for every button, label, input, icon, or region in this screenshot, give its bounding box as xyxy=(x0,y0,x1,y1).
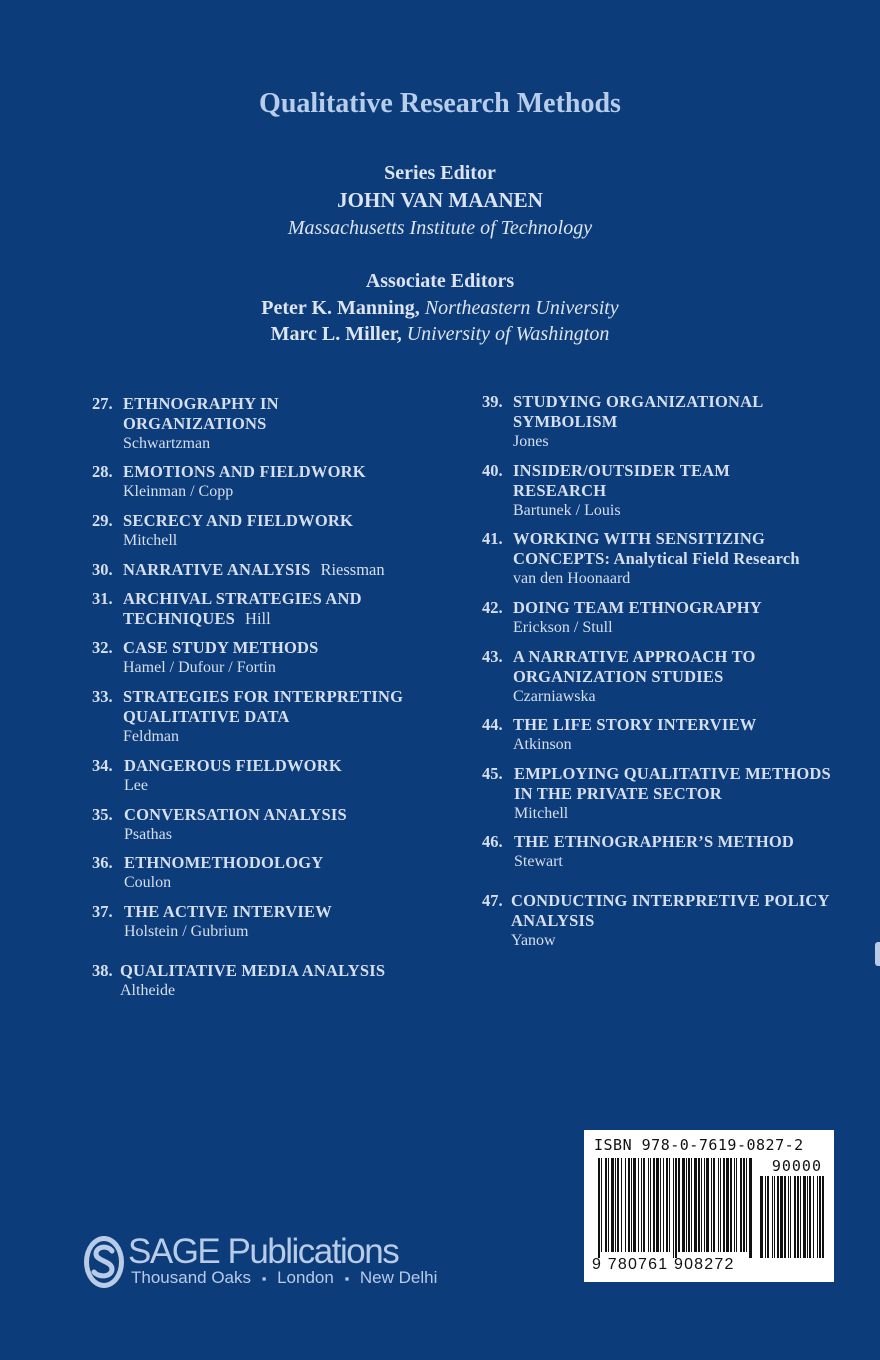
book-title-line xyxy=(513,647,756,667)
barcode-addon-bar xyxy=(813,1176,814,1258)
book-title-line xyxy=(511,911,830,931)
barcode-bar xyxy=(611,1158,614,1252)
barcode-bar xyxy=(633,1158,636,1252)
book-number: 28. xyxy=(92,462,113,481)
book-authors: Czarniawska xyxy=(513,688,596,705)
associate-editor-1 xyxy=(0,297,880,320)
series-editor-name: JOHN VAN MAANEN xyxy=(337,188,543,212)
book-title-text: QUALITATIVE MEDIA ANALYSIS xyxy=(120,961,386,980)
barcode-bar xyxy=(641,1158,642,1252)
book-title xyxy=(123,687,403,727)
book-title xyxy=(123,511,353,531)
book-title-line xyxy=(513,549,800,569)
book-title-text: INSIDER/OUTSIDER TEAM xyxy=(513,461,731,480)
publisher-city: New Delhi xyxy=(359,1268,438,1287)
book-number: 27. xyxy=(92,394,113,413)
barcode-addon-bar xyxy=(797,1176,799,1258)
book-title-line xyxy=(511,891,830,911)
book-title-text: STUDYING ORGANIZATIONAL xyxy=(513,392,764,411)
barcode-bar xyxy=(720,1158,721,1252)
barcode-addon-bar xyxy=(807,1176,808,1258)
book-authors: Coulon xyxy=(124,874,172,891)
barcode-addon-bar xyxy=(800,1176,801,1258)
book-number: 47. xyxy=(482,891,503,910)
barcode-bar xyxy=(663,1158,664,1252)
book-title-text: IN THE PRIVATE SECTOR xyxy=(514,784,722,803)
book-title-text: CONVERSATION ANALYSIS xyxy=(124,805,347,824)
book-authors: Altheide xyxy=(120,982,176,999)
book-title-line xyxy=(514,832,794,852)
barcode-bar xyxy=(706,1158,709,1252)
associate-editor-name: Peter K. Manning, xyxy=(261,297,420,319)
barcode-addon-bar xyxy=(803,1176,806,1258)
book-title-text: ETHNOGRAPHY IN xyxy=(123,394,279,413)
book-title xyxy=(513,647,756,687)
book-title-line xyxy=(123,462,366,482)
book-title-text: EMPLOYING QUALITATIVE METHODS xyxy=(514,764,831,783)
barcode-bar xyxy=(698,1158,700,1252)
barcode-bar xyxy=(601,1158,602,1252)
book-title-line xyxy=(513,481,730,501)
barcode-bar xyxy=(673,1158,674,1258)
book-title-line xyxy=(513,598,762,618)
barcode-addon-bar xyxy=(819,1176,821,1258)
book-title-text: DOING TEAM ETHNOGRAPHY xyxy=(513,598,762,617)
barcode-bar xyxy=(669,1158,670,1252)
barcode-bar xyxy=(648,1158,649,1252)
book-title xyxy=(124,902,332,922)
book-number: 46. xyxy=(482,832,503,851)
book-title-text: ETHNOMETHODOLOGY xyxy=(124,853,324,872)
book-title xyxy=(124,853,323,873)
book-authors: Hamel / Dufour / Fortin xyxy=(123,659,276,676)
publisher-city: London xyxy=(277,1268,334,1287)
barcode-bar xyxy=(718,1158,719,1252)
book-title-line xyxy=(123,589,362,609)
barcode-bar xyxy=(749,1158,752,1258)
barcode-bar xyxy=(621,1158,622,1252)
barcode-bar xyxy=(704,1158,705,1252)
book-title-text: CONDUCTING INTERPRETIVE POLICY xyxy=(511,891,830,910)
book-title-text: SECRECY AND FIELDWORK xyxy=(123,511,354,530)
book-number: 31. xyxy=(92,589,113,608)
barcode-bar xyxy=(726,1158,729,1252)
book-number: 42. xyxy=(482,598,503,617)
barcode-bar xyxy=(650,1158,651,1252)
barcode-addon-bar xyxy=(784,1176,786,1258)
book-number: 44. xyxy=(482,715,503,734)
barcode-bar xyxy=(625,1158,626,1252)
book-number: 33. xyxy=(92,687,113,706)
book-title-text: CONCEPTS: Analytical Field Research xyxy=(513,549,800,568)
book-number: 43. xyxy=(482,647,503,666)
barcode-bar xyxy=(701,1158,702,1252)
book-title-text: DANGEROUS FIELDWORK xyxy=(124,756,342,775)
barcode-bar xyxy=(734,1158,735,1252)
book-title-line xyxy=(514,784,831,804)
book-title-line xyxy=(124,902,332,922)
book-authors: Stewart xyxy=(514,853,563,870)
book-title xyxy=(513,715,756,735)
barcode-bar xyxy=(736,1158,737,1252)
book-title-text: QUALITATIVE DATA xyxy=(123,707,290,726)
sage-s-logo-icon xyxy=(82,1234,128,1290)
book-authors: van den Hoonaard xyxy=(513,570,631,587)
series-title: Qualitative Research Methods xyxy=(259,88,621,119)
book-number: 29. xyxy=(92,511,113,530)
book-authors: Atkinson xyxy=(513,736,572,753)
book-title-line xyxy=(123,394,279,414)
book-title-text: SYMBOLISM xyxy=(513,412,618,431)
barcode-bar xyxy=(746,1158,747,1252)
barcode-bar xyxy=(598,1158,600,1258)
barcode-addon-bar xyxy=(788,1176,789,1258)
book-number: 36. xyxy=(92,853,113,872)
book-title-line xyxy=(123,414,279,434)
barcode-bar xyxy=(675,1158,677,1258)
book-title xyxy=(123,394,279,434)
barcode-bar xyxy=(617,1158,619,1252)
barcode-bar xyxy=(688,1158,690,1252)
book-number: 30. xyxy=(92,560,113,579)
book-title-text: ORGANIZATION STUDIES xyxy=(513,667,724,686)
barcode-addon-bar xyxy=(790,1176,791,1258)
price-code: 90000 xyxy=(771,1157,822,1175)
book-title-line xyxy=(123,707,403,727)
book-number: 40. xyxy=(482,461,503,480)
series-editor-affiliation: Massachusetts Institute of Technology xyxy=(287,217,593,239)
book-title xyxy=(123,589,362,629)
barcode-bar xyxy=(691,1158,692,1252)
barcode-bar xyxy=(740,1158,742,1252)
barcode-bar xyxy=(682,1158,685,1252)
book-number: 38. xyxy=(92,961,113,980)
barcode-addon-bar xyxy=(794,1176,796,1258)
publisher-city: Thousand Oaks xyxy=(131,1268,252,1287)
book-number: 39. xyxy=(482,392,503,411)
barcode-bar xyxy=(605,1158,607,1252)
book-authors: Psathas xyxy=(124,826,172,843)
barcode-number: 9 780761 908272 xyxy=(592,1256,735,1273)
associate-editor-2 xyxy=(0,323,880,346)
book-authors: Feldman xyxy=(123,728,179,745)
book-title-line xyxy=(513,461,730,481)
book-title xyxy=(513,392,763,432)
book-title xyxy=(513,529,800,569)
barcode-addon-bar xyxy=(772,1176,773,1258)
book-title-line xyxy=(123,638,319,658)
book-title-text: ARCHIVAL STRATEGIES AND xyxy=(123,589,362,608)
book-title-text: ORGANIZATIONS xyxy=(123,414,267,433)
book-title-text: TECHNIQUES xyxy=(123,609,236,628)
barcode-addon-bar xyxy=(765,1176,766,1258)
book-title-line xyxy=(513,715,756,735)
book-authors: Schwartzman xyxy=(123,435,211,452)
associate-editor-affiliation: Northeastern University xyxy=(424,297,619,319)
barcode-addon-bar xyxy=(817,1176,818,1258)
associate-editor-name: Marc L. Miller, xyxy=(270,323,402,345)
barcode-bar xyxy=(653,1158,655,1252)
separator-icon: ▪ xyxy=(261,1271,267,1286)
book-number: 41. xyxy=(482,529,503,548)
barcode-bar xyxy=(723,1158,725,1252)
barcode-bar xyxy=(694,1158,697,1252)
barcode-addon-bar xyxy=(780,1176,783,1258)
book-title xyxy=(124,805,347,825)
separator-icon: ▪ xyxy=(344,1271,350,1286)
book-title-line xyxy=(124,756,342,776)
book-title-line xyxy=(513,529,800,549)
barcode-addon-bar xyxy=(774,1176,775,1258)
barcode-bar xyxy=(713,1158,715,1252)
book-title-line xyxy=(514,764,831,784)
barcode-bar xyxy=(608,1158,609,1252)
book-authors: Yanow xyxy=(511,932,556,949)
book-number: 35. xyxy=(92,805,113,824)
book-title xyxy=(120,961,385,981)
barcode-bar xyxy=(660,1158,661,1252)
barcode-bar xyxy=(615,1158,616,1252)
book-title xyxy=(513,598,762,618)
book-title-text: A NARRATIVE APPROACH TO xyxy=(513,647,756,666)
book-authors: Kleinman / Copp xyxy=(123,483,234,500)
barcode-bar xyxy=(743,1158,745,1252)
barcode-addon-bar xyxy=(760,1176,763,1258)
book-title-line xyxy=(513,412,763,432)
book-title-line xyxy=(123,511,353,531)
book-title-text: RESEARCH xyxy=(513,481,607,500)
cover-tab-edge xyxy=(875,942,880,966)
barcode-bar xyxy=(730,1158,732,1252)
book-title-text: CASE STUDY METHODS xyxy=(123,638,319,657)
publisher-name: SAGE Publications xyxy=(128,1232,399,1271)
barcode-addon-bar xyxy=(809,1176,811,1258)
book-title xyxy=(124,756,342,776)
book-number: 32. xyxy=(92,638,113,657)
book-title xyxy=(513,461,730,501)
barcode-bar xyxy=(628,1158,630,1252)
book-number: 34. xyxy=(92,756,113,775)
book-authors: Lee xyxy=(124,777,148,794)
book-title-text: ANALYSIS xyxy=(511,911,595,930)
barcode-bar xyxy=(631,1158,632,1252)
barcode-bar xyxy=(656,1158,659,1252)
book-authors: Erickson / Stull xyxy=(513,619,613,636)
barcode-bar xyxy=(678,1158,680,1252)
book-title-line xyxy=(124,853,323,873)
book-number: 45. xyxy=(482,764,503,783)
book-title xyxy=(514,832,794,852)
book-title-text: THE ACTIVE INTERVIEW xyxy=(124,902,332,921)
isbn-barcode xyxy=(584,1130,834,1282)
book-title xyxy=(123,462,366,482)
book-title xyxy=(123,560,385,580)
book-title-text: WORKING WITH SENSITIZING xyxy=(513,529,766,548)
book-authors: Bartunek / Louis xyxy=(513,502,621,519)
publisher-cities xyxy=(131,1268,437,1288)
book-title-text: THE LIFE STORY INTERVIEW xyxy=(513,715,757,734)
book-title-line xyxy=(513,667,756,687)
book-title-text: NARRATIVE ANALYSIS xyxy=(123,560,311,579)
series-editor-heading: Series Editor xyxy=(384,162,496,184)
book-title-line xyxy=(120,961,385,981)
book-authors: Holstein / Gubrium xyxy=(124,923,249,940)
book-title-text: THE ETHNOGRAPHER’S METHOD xyxy=(514,832,795,851)
book-title-line xyxy=(123,687,403,707)
associate-editors-heading: Associate Editors xyxy=(365,270,515,292)
book-title-line xyxy=(123,560,385,580)
barcode-addon-bar xyxy=(822,1176,824,1258)
book-authors: Mitchell xyxy=(123,532,178,549)
book-title-text: STRATEGIES FOR INTERPRETING xyxy=(123,687,404,706)
book-title xyxy=(511,891,830,931)
book-authors: Hill xyxy=(245,609,271,628)
book-title-line xyxy=(124,805,347,825)
book-title-text: EMOTIONS AND FIELDWORK xyxy=(123,462,366,481)
book-title xyxy=(123,638,319,658)
book-title-line xyxy=(123,609,362,629)
barcode-bar xyxy=(711,1158,712,1252)
barcode-addon-bar xyxy=(767,1176,769,1258)
barcode-bar xyxy=(638,1158,639,1252)
book-authors: Mitchell xyxy=(514,805,569,822)
barcode-bar xyxy=(643,1158,645,1252)
isbn-text: ISBN 978-0-7619-0827-2 xyxy=(594,1136,804,1154)
barcode-bar xyxy=(686,1158,687,1252)
barcode-bar xyxy=(666,1158,668,1252)
book-authors: Jones xyxy=(513,433,549,450)
book-title-line xyxy=(513,392,763,412)
book-title xyxy=(514,764,831,804)
barcode-addon-bar xyxy=(777,1176,779,1258)
book-number: 37. xyxy=(92,902,113,921)
book-authors: Riessman xyxy=(320,560,385,579)
associate-editor-affiliation: University of Washington xyxy=(406,323,610,345)
